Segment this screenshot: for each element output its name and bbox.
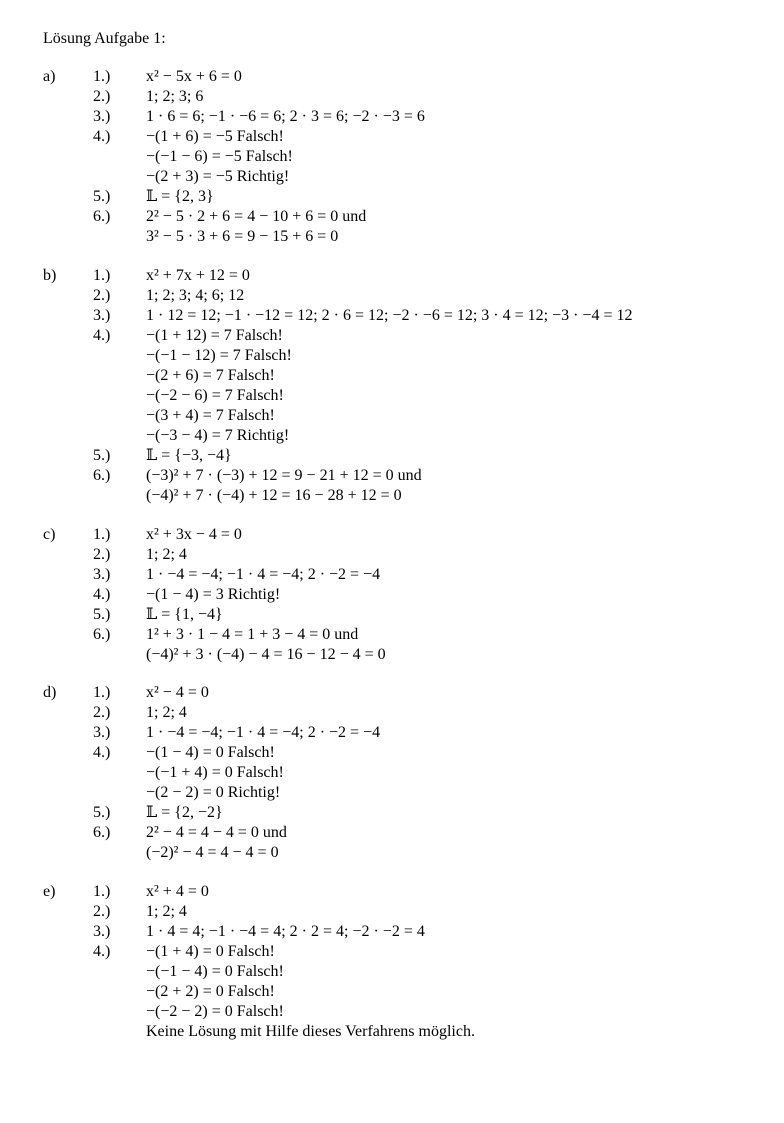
step-number: 2.) — [93, 546, 111, 563]
solution-line — [0, 207, 784, 227]
step-number: 1.) — [93, 684, 111, 701]
step-content: x² − 5x + 6 = 0 — [146, 68, 242, 85]
step-content: −(−3 − 4) = 7 Richtig! — [146, 427, 290, 444]
step-number: 5.) — [93, 804, 111, 821]
step-number: 4.) — [93, 128, 111, 145]
step-content: (−3)² + 7 · (−3) + 12 = 9 − 21 + 12 = 0 und — [146, 467, 422, 484]
step-number: 3.) — [93, 108, 111, 125]
solution-part — [0, 683, 784, 863]
step-number: 2.) — [93, 903, 111, 920]
step-content: x² + 3x − 4 = 0 — [146, 526, 242, 543]
step-number: 4.) — [93, 943, 111, 960]
step-content: 1; 2; 3; 4; 6; 12 — [146, 287, 245, 304]
solution-line — [0, 982, 784, 1002]
solution-line — [0, 1002, 784, 1022]
solution-line — [0, 306, 784, 326]
solution-line — [0, 326, 784, 346]
step-content: x² − 4 = 0 — [146, 684, 209, 701]
solution-line — [0, 882, 784, 902]
step-number: 6.) — [93, 467, 111, 484]
part-label: a) — [43, 68, 56, 85]
step-number: 1.) — [93, 68, 111, 85]
solution-line — [0, 823, 784, 843]
step-number: 1.) — [93, 267, 111, 284]
solution-part — [0, 525, 784, 665]
step-content: 1 · −4 = −4; −1 · 4 = −4; 2 · −2 = −4 — [146, 566, 381, 583]
solution-line — [0, 922, 784, 942]
step-number: 5.) — [93, 606, 111, 623]
step-content: 1 · 4 = 4; −1 · −4 = 4; 2 · 2 = 4; −2 · −2 = 4 — [146, 923, 425, 940]
step-content: −(−1 + 4) = 0 Falsch! — [146, 764, 284, 781]
step-content: (−4)² + 7 · (−4) + 12 = 16 − 28 + 12 = 0 — [146, 487, 402, 504]
solution-line — [0, 426, 784, 446]
step-number: 1.) — [93, 883, 111, 900]
solution-line — [0, 605, 784, 625]
part-label: c) — [43, 526, 56, 543]
solution-line — [0, 1022, 784, 1042]
part-label: e) — [43, 883, 56, 900]
solution-line — [0, 763, 784, 783]
step-content: 1 · 12 = 12; −1 · −12 = 12; 2 · 6 = 12; −2 · −6 = 12; 3 · 4 = 12; −3 · −4 = 12 — [146, 307, 633, 324]
solution-line — [0, 703, 784, 723]
solution-line — [0, 406, 784, 426]
part-label: b) — [43, 267, 57, 284]
solution-line — [0, 645, 784, 665]
solution-line — [0, 486, 784, 506]
step-number: 3.) — [93, 307, 111, 324]
solution-line — [0, 803, 784, 823]
solution-line — [0, 366, 784, 386]
solution-line — [0, 545, 784, 565]
step-number: 3.) — [93, 923, 111, 940]
step-content: (−2)² − 4 = 4 − 4 = 0 — [146, 844, 279, 861]
step-number: 2.) — [93, 88, 111, 105]
solution-line — [0, 743, 784, 763]
step-content: 1 · 6 = 6; −1 · −6 = 6; 2 · 3 = 6; −2 · −3 = 6 — [146, 108, 425, 125]
step-content: −(1 + 12) = 7 Falsch! — [146, 327, 283, 344]
solution-line — [0, 962, 784, 982]
step-content: −(1 − 4) = 3 Richtig! — [146, 586, 281, 603]
step-content: x² + 7x + 12 = 0 — [146, 267, 250, 284]
solution-line — [0, 585, 784, 605]
step-number: 6.) — [93, 208, 111, 225]
step-number: 6.) — [93, 626, 111, 643]
step-content: −(2 − 2) = 0 Richtig! — [146, 784, 281, 801]
step-content: 1; 2; 4 — [146, 704, 187, 721]
solution-line — [0, 266, 784, 286]
solution-line — [0, 107, 784, 127]
solution-part — [0, 67, 784, 247]
solution-line — [0, 127, 784, 147]
step-content: −(3 + 4) = 7 Falsch! — [146, 407, 275, 424]
solution-line — [0, 843, 784, 863]
step-content: 2² − 4 = 4 − 4 = 0 und — [146, 824, 287, 841]
step-number: 4.) — [93, 327, 111, 344]
solution-line — [0, 286, 784, 306]
step-content: −(2 + 2) = 0 Falsch! — [146, 983, 275, 1000]
solution-line — [0, 167, 784, 187]
step-content: 𝕃 = {2, 3} — [146, 188, 214, 205]
step-content: −(2 + 3) = −5 Richtig! — [146, 168, 290, 185]
solution-line — [0, 227, 784, 247]
solution-line — [0, 683, 784, 703]
solution-line — [0, 723, 784, 743]
step-content: Keine Lösung mit Hilfe dieses Verfahrens möglich. — [146, 1023, 475, 1040]
step-content: 𝕃 = {−3, −4} — [146, 447, 232, 464]
step-content: 3² − 5 · 3 + 6 = 9 − 15 + 6 = 0 — [146, 228, 339, 245]
solution-line — [0, 147, 784, 167]
step-content: 2² − 5 · 2 + 6 = 4 − 10 + 6 = 0 und — [146, 208, 367, 225]
step-number: 5.) — [93, 447, 111, 464]
step-content: 1; 2; 3; 6 — [146, 88, 204, 105]
step-number: 6.) — [93, 824, 111, 841]
solution-part — [0, 266, 784, 506]
step-content: 1² + 3 · 1 − 4 = 1 + 3 − 4 = 0 und — [146, 626, 359, 643]
step-content: −(−1 − 12) = 7 Falsch! — [146, 347, 292, 364]
step-content: 1; 2; 4 — [146, 546, 187, 563]
solution-line — [0, 386, 784, 406]
page-title: Lösung Aufgabe 1: — [43, 30, 166, 47]
solution-line — [0, 346, 784, 366]
solution-line — [0, 446, 784, 466]
step-content: −(2 + 6) = 7 Falsch! — [146, 367, 275, 384]
step-content: −(−1 − 4) = 0 Falsch! — [146, 963, 284, 980]
solution-line — [0, 187, 784, 207]
step-number: 1.) — [93, 526, 111, 543]
step-number: 5.) — [93, 188, 111, 205]
step-number: 4.) — [93, 744, 111, 761]
solution-line — [0, 466, 784, 486]
part-label: d) — [43, 684, 57, 701]
step-content: 1; 2; 4 — [146, 903, 187, 920]
step-content: 1 · −4 = −4; −1 · 4 = −4; 2 · −2 = −4 — [146, 724, 381, 741]
solution-line — [0, 525, 784, 545]
step-content: x² + 4 = 0 — [146, 883, 209, 900]
step-number: 2.) — [93, 287, 111, 304]
solution-line — [0, 783, 784, 803]
solution-part — [0, 882, 784, 1042]
step-content: −(1 − 4) = 0 Falsch! — [146, 744, 275, 761]
solution-line — [0, 87, 784, 107]
solution-line — [0, 565, 784, 585]
solution-line — [0, 67, 784, 87]
solution-line — [0, 942, 784, 962]
step-number: 2.) — [93, 704, 111, 721]
step-content: −(−2 − 6) = 7 Falsch! — [146, 387, 284, 404]
step-number: 3.) — [93, 724, 111, 741]
step-number: 4.) — [93, 586, 111, 603]
solution-line — [0, 625, 784, 645]
step-number: 3.) — [93, 566, 111, 583]
step-content: −(1 + 4) = 0 Falsch! — [146, 943, 275, 960]
step-content: 𝕃 = {1, −4} — [146, 606, 223, 623]
step-content: 𝕃 = {2, −2} — [146, 804, 223, 821]
step-content: (−4)² + 3 · (−4) − 4 = 16 − 12 − 4 = 0 — [146, 646, 386, 663]
step-content: −(−2 − 2) = 0 Falsch! — [146, 1003, 284, 1020]
solution-line — [0, 902, 784, 922]
step-content: −(1 + 6) = −5 Falsch! — [146, 128, 284, 145]
step-content: −(−1 − 6) = −5 Falsch! — [146, 148, 293, 165]
